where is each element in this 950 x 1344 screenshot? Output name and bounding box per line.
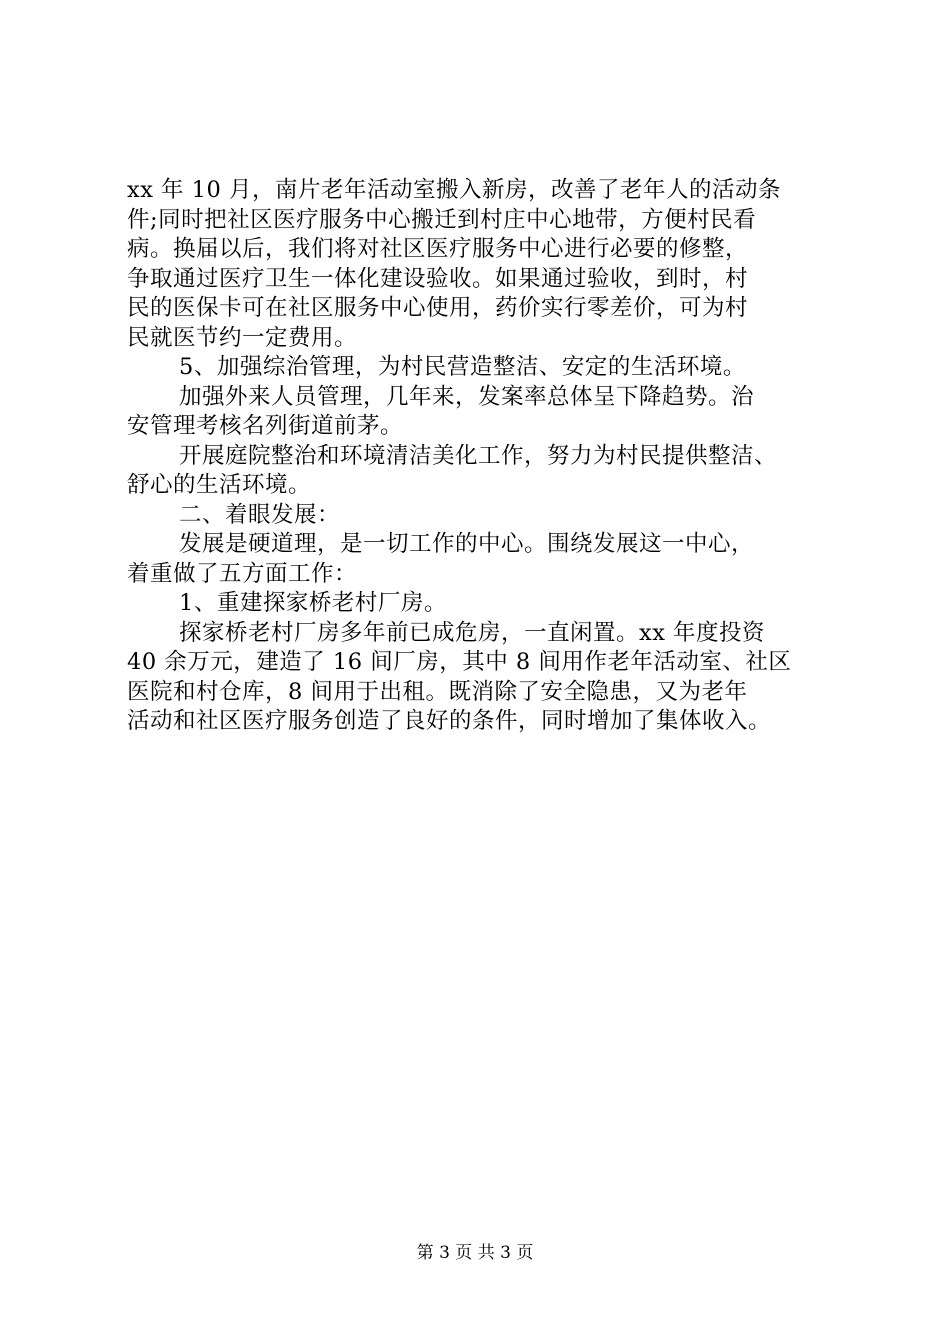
text-line: 加强外来人员管理，几年来，发案率总体呈下降趋势。治	[179, 383, 755, 410]
text-line: 民就医节约一定费用。	[127, 324, 358, 351]
text-line: xx 年 10 月，南片老年活动室搬入新房，改善了老年人的活动条	[127, 177, 781, 203]
text-line: 二、着眼发展：	[179, 501, 341, 528]
text-line: 5、加强综治管理，为村民营造整洁、安定的生活环境。	[179, 354, 746, 380]
text-line: 件;同时把社区医疗服务中心搬迁到村庄中心地带，方便村民看	[127, 206, 757, 233]
text-line: 开展庭院整治和环境清洁美化工作，努力为村民提供整洁、	[179, 442, 778, 469]
text-line: 探家桥老村厂房多年前已成危房，一直闲置。xx 年度投资	[179, 619, 766, 646]
section-heading	[127, 353, 827, 383]
paragraph	[127, 383, 827, 442]
section-heading	[127, 589, 827, 619]
section-heading	[127, 501, 827, 531]
paragraph	[127, 619, 827, 737]
paragraph	[127, 176, 827, 353]
text-line: 舒心的生活环境。	[127, 472, 312, 498]
page-number: 第 3 页 共 3 页	[416, 1243, 534, 1263]
document-body	[127, 176, 827, 737]
text-line: 发展是硬道理，是一切工作的中心。围绕发展这一中心，	[179, 531, 755, 557]
text-line: 安管理考核名列街道前茅。	[127, 413, 404, 439]
text-line: 争取通过医疗卫生一体化建设验收。如果通过验收，到时，村	[127, 265, 749, 292]
paragraph	[127, 530, 827, 589]
text-line: 医院和村仓库，8 间用于出租。既消除了安全隐患，又为老年	[127, 678, 748, 705]
text-line: 1、重建探家桥老村厂房。	[179, 590, 447, 616]
paragraph	[127, 442, 827, 501]
text-line: 40 余万元，建造了 16 间厂房，其中 8 间用作老年活动室、社区	[127, 649, 792, 675]
page-footer	[0, 1243, 950, 1263]
text-line: 病。换届以后，我们将对社区医疗服务中心进行必要的修整，	[127, 236, 749, 262]
text-line: 活动和社区医疗服务创造了良好的条件，同时增加了集体收入。	[127, 708, 772, 734]
text-line: 着重做了五方面工作：	[127, 560, 358, 587]
text-line: 民的医保卡可在社区服务中心使用，药价实行零差价，可为村	[127, 295, 749, 321]
